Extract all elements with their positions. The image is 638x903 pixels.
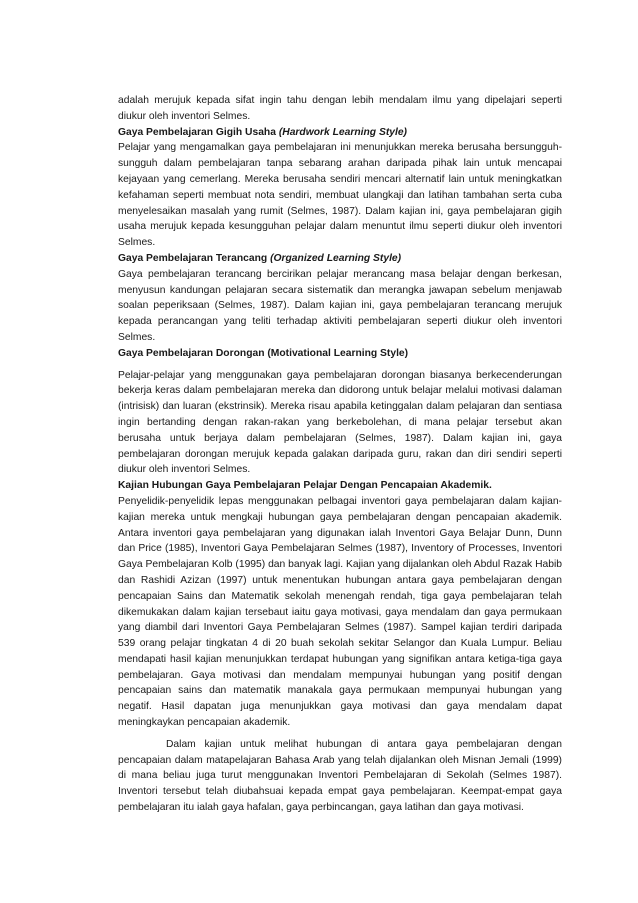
heading-text: Gaya Pembelajaran Dorongan (Motivational Learning Style) [118, 347, 409, 359]
heading-italic: (Organized Learning Style) [270, 252, 402, 264]
kajian-body-2: Dalam kajian untuk melihat hubungan di antara gaya pembelajaran dengan pencapaian dalam matapelajaran Bahasa Arab yang telah dijalankan oleh Misnan Jemali (1999) di mana beliau juga turut menggunakan Inventori Pembelajaran di Sekolah (Selmes 1987). Inventori tersebut telah diubahsuai kepada empat gaya pembelajaran. Keempat-empat gaya pembelajaran itu ialah gaya hafalan, gaya perbincangan, gaya latihan dan gaya motivasi. [118, 738, 562, 814]
document-page [118, 93, 562, 816]
section-heading-motivational [118, 346, 562, 362]
intro-paragraph: adalah merujuk kepada sifat ingin tahu dengan lebih mendalam ilmu yang dipelajari seperti diukur oleh inventori Selmes. [118, 95, 562, 122]
heading-text: Gaya Pembelajaran Gigih Usaha [118, 126, 276, 138]
section-body-hardwork: Pelajar yang mengamalkan gaya pembelajaran ini menunjukkan mereka berusaha bersungguh-sungguh dalam pembelajaran tanpa sebarang arahan daripada pihak lain untuk mencapai kejayaan yang cemerlang. Mereka berusaha sendiri mencari alternatif lain untuk meningkatkan kefahaman seperti membuat nota sendiri, membuat ulangkaji dan latihan tambahan serta cuba menyelesaikan masalah yang rumit (Selmes, 1987). Dalam kajian ini, gaya pembelajaran gigih usaha merujuk kepada kesungguhan pelajar dalam menuntut ilmu seperti diukur oleh inventori Selmes. [118, 142, 562, 249]
section-body-organized: Gaya pembelajaran terancang bercirikan pelajar merancang masa belajar dengan berkesan, menyusun kandungan pelajaran secara sistematik dan merangka jawapan sebelum menjawab soalan peperiksaan (Selmes, 1987). Dalam kajian ini, gaya pembelajaran terancang merujuk kepada perancangan yang teliti terhadap aktiviti pembelajaran seperti diukur oleh inventori Selmes. [118, 268, 562, 343]
kajian-body: Penyelidik-penyelidik lepas menggunakan pelbagai inventori gaya pembelajaran dalam kajian-kajian mereka untuk mengkaji hubungan gaya pembelajaran dengan pencapaian akademik. Antara inventori gaya pembelajaran yang digunakan ialah Inventori Gaya Belajar Dunn, Dunn dan Price (1985), Inventori Gaya Pembelajaran Selmes (1987), Inventory of Processes, Inventori Gaya Pembelajaran Kolb (1995) dan banyak lagi. Kajian yang dijalankan oleh Abdul Razak Habib dan Rashidi Azizan (1997) untuk menentukan hubungan antara gaya pembelajaran dengan pencapaian Sains dan Matematik sekolah menengah rendah, tiga gaya pembelajaran telah dikemukakan dalam kajian tersebaut iaitu gaya motivasi, gaya mendalam dan gaya permukaan yang diambil dari Inventori Gaya Pembelajaran Selmes (1987). Sampel kajian terdiri daripada 539 orang pelajar tingkatan 4 di 20 buah sekolah sekitar Selangor dan Kuala Lumpur. Beliau mendapati hasil kajian menunjukkan terdapat hubungan yang signifikan antara ketiga-tiga gaya pembelajaran. Gaya motivasi dan mendalam mempunyai hubungan yang positif dengan pencapaian sains dan matematik manakala gaya permukaan mempunyai hubungan yang negatif. Hasil dapatan juga menunjukkan gaya motivasi dan gaya mendalam dapat meningkaykan pencapaian akademik. [118, 495, 562, 729]
section-body-motivational: Pelajar-pelajar yang menggunakan gaya pembelajaran dorongan biasanya berkecenderungan bekerja keras dalam pembelajaran mereka dan didorong untuk belajar melalui motivasi dalaman (intrisisk) dan luaran (ekstrinsik). Mereka risau apabila ketinggalan dalam pelajaran dan sentiasa ingin bertanding dengan rakan-rakan yang berkebolehan, di mana pelajar tersebut akan berusaha untuk berjaya dalam pembelajaran (Selmes, 1987). Dalam kajian ini, gaya pembelajaran dorongan merujuk kepada galakan daripada guru, rakan dan diri sendiri seperti diukur oleh inventori Selmes. [118, 369, 562, 476]
kajian-heading: Kajian Hubungan Gaya Pembelajaran Pelajar Dengan Pencapaian Akademik. [118, 480, 492, 492]
heading-italic: (Hardwork Learning Style) [278, 126, 407, 138]
section-heading-hardwork [118, 125, 562, 141]
heading-text: Gaya Pembelajaran Terancang [118, 252, 268, 264]
section-heading-organized [118, 251, 562, 267]
